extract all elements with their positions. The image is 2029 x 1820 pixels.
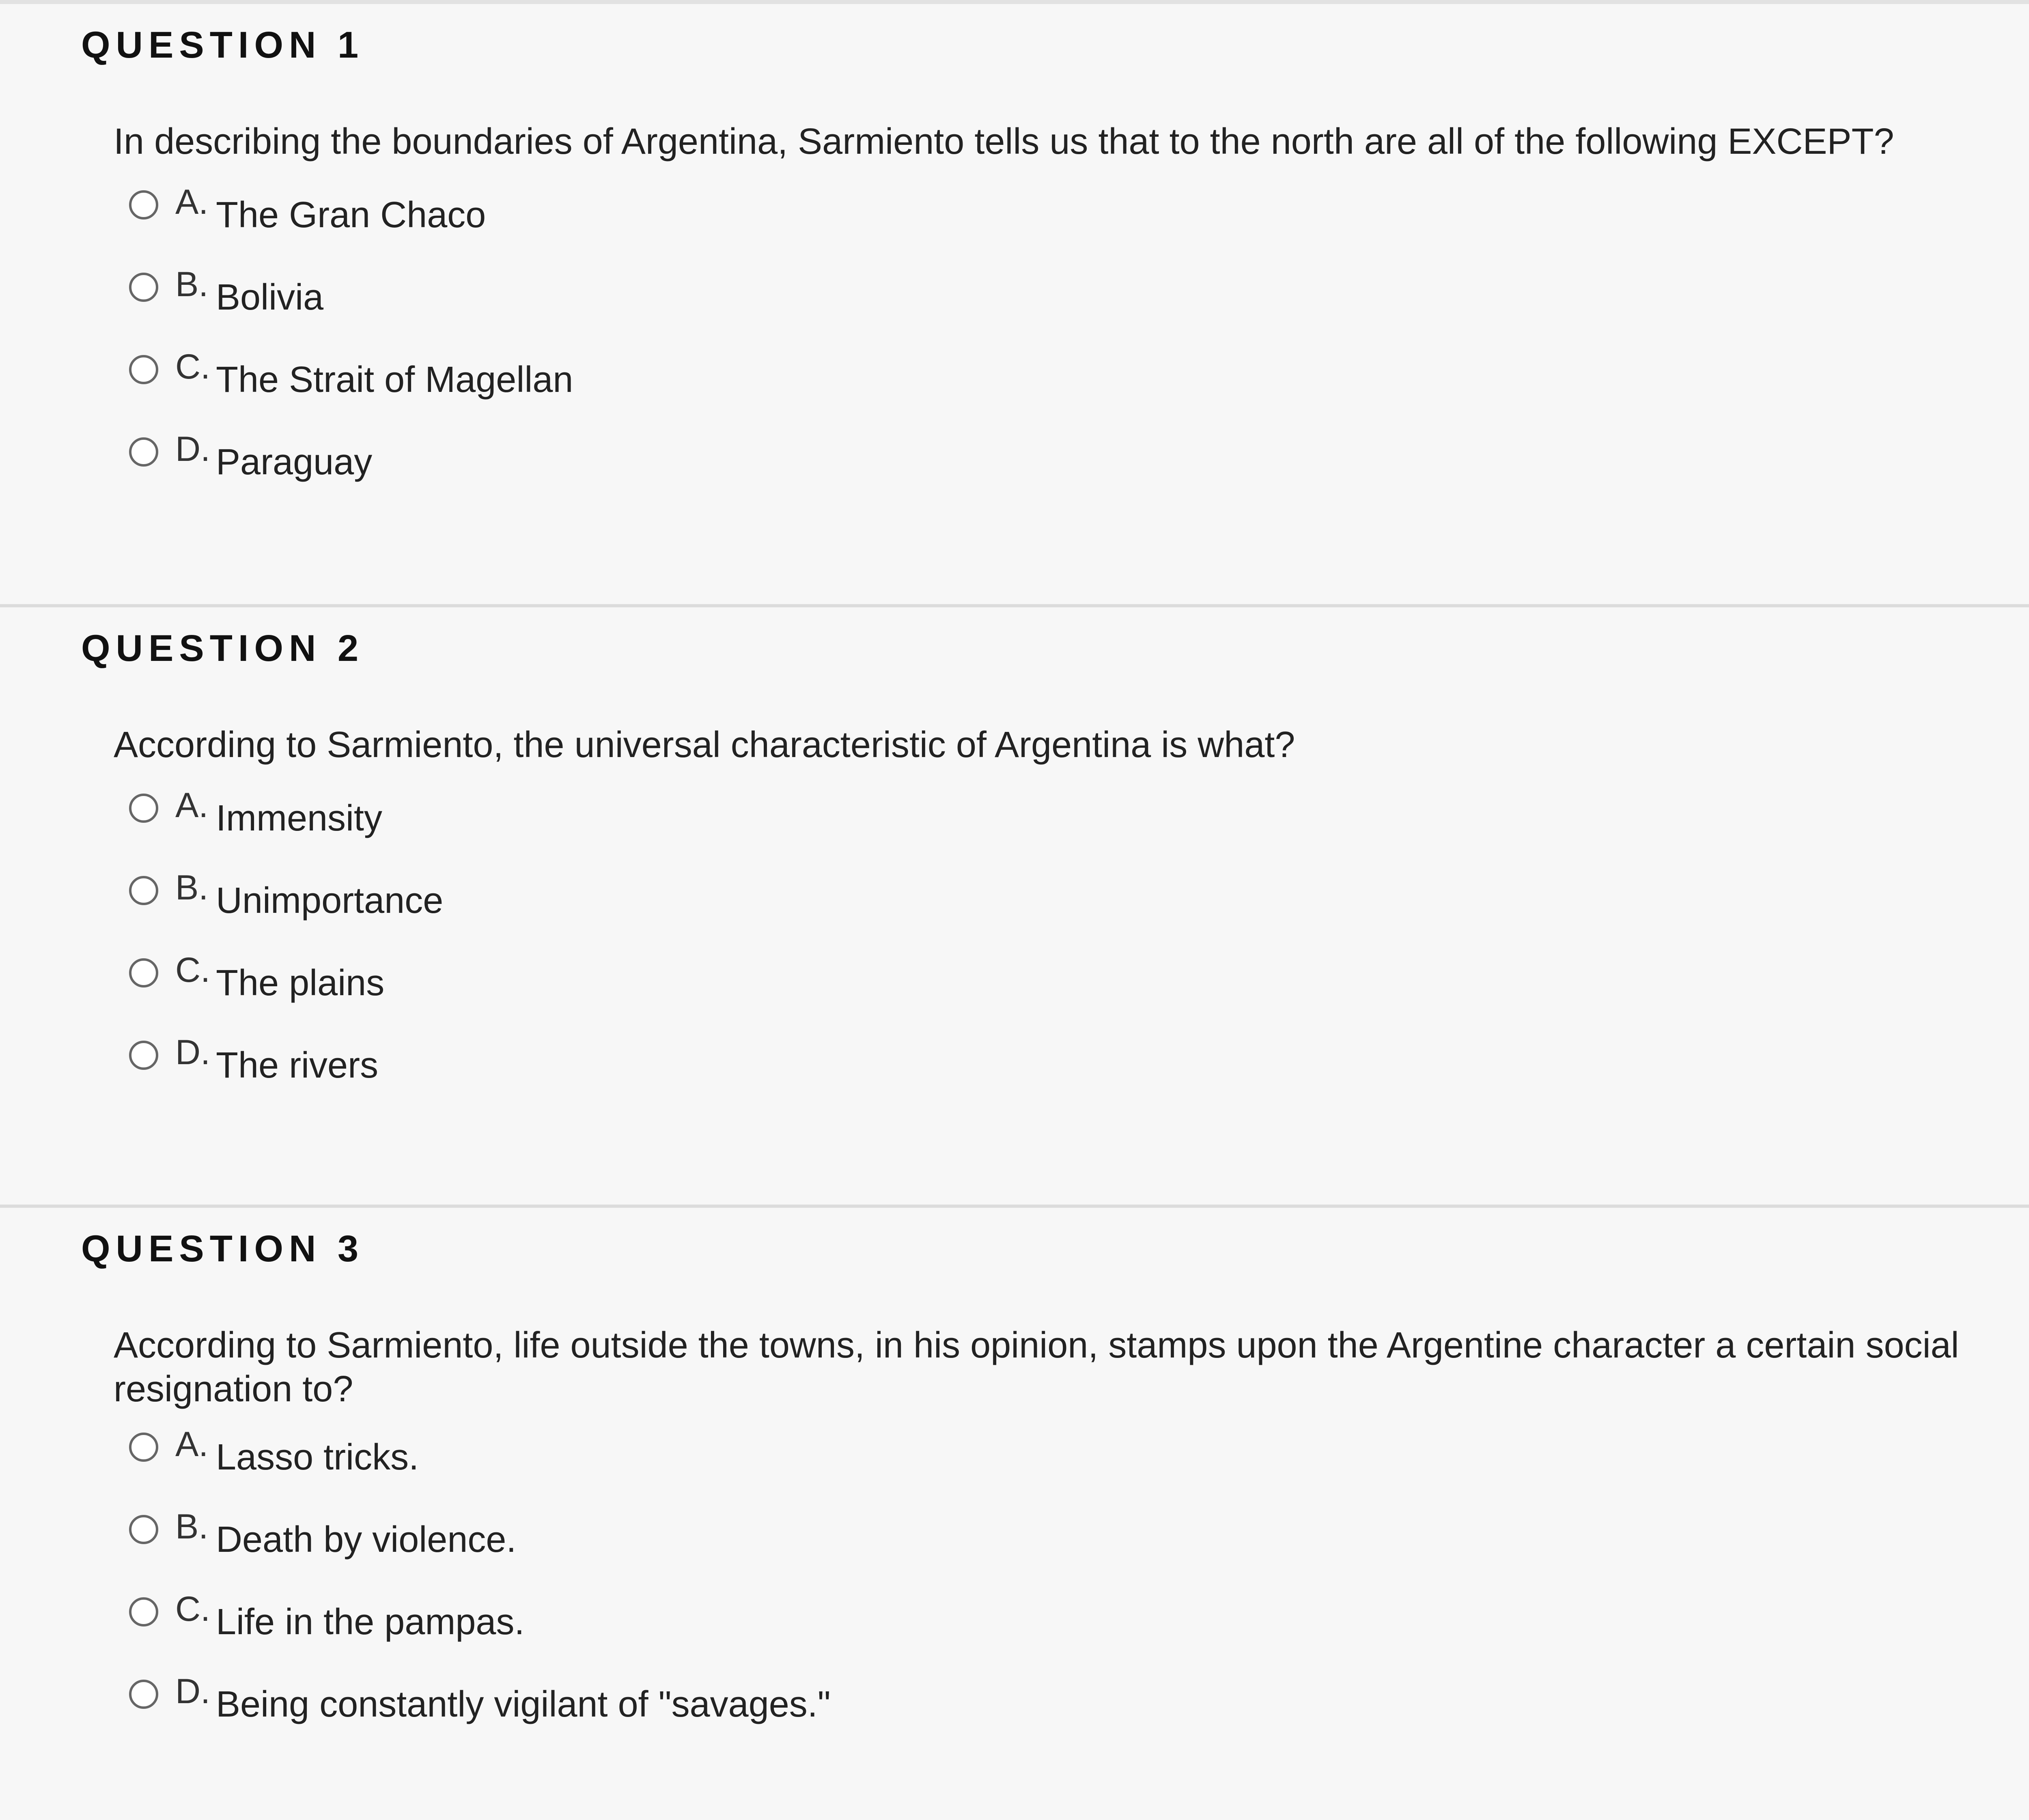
option-letter: B.	[175, 868, 209, 907]
radio-button[interactable]	[129, 355, 158, 384]
option-text[interactable]: The Strait of Magellan	[216, 359, 573, 400]
answer-option-d[interactable]	[126, 432, 1749, 514]
option-letter: D.	[175, 1672, 210, 1711]
option-text[interactable]: Lasso tricks.	[216, 1437, 419, 1478]
answer-option-c[interactable]	[126, 1592, 1749, 1674]
option-letter: A.	[175, 1425, 209, 1464]
option-text[interactable]: The rivers	[216, 1045, 379, 1086]
answer-options	[126, 788, 1749, 1117]
top-divider	[0, 0, 2029, 4]
option-text[interactable]: The plains	[216, 963, 385, 1003]
option-letter: C.	[175, 347, 210, 386]
section-divider	[0, 1205, 2029, 1208]
radio-button[interactable]	[129, 876, 158, 905]
section-divider	[0, 604, 2029, 607]
question-header: QUESTION 2	[81, 628, 364, 669]
answer-option-c[interactable]	[126, 349, 1749, 432]
question-1	[0, 4, 2029, 607]
option-text[interactable]: Death by violence.	[216, 1519, 517, 1560]
answer-option-d[interactable]	[126, 1035, 1749, 1117]
option-letter: B.	[175, 1507, 209, 1546]
option-text[interactable]: Being constantly vigilant of "savages."	[216, 1684, 831, 1725]
option-text[interactable]: The Gran Chaco	[216, 195, 486, 235]
answer-option-b[interactable]	[126, 1509, 1749, 1592]
question-header: QUESTION 3	[81, 1228, 364, 1269]
option-text[interactable]: Life in the pampas.	[216, 1602, 525, 1642]
question-text: According to Sarmiento, the universal characteristic of Argentina is what?	[114, 725, 1295, 765]
radio-button[interactable]	[129, 1597, 158, 1626]
question-text: In describing the boundaries of Argentina, Sarmiento tells us that to the north are all of the following EXCEPT?	[114, 121, 1894, 162]
option-text[interactable]: Unimportance	[216, 880, 444, 921]
option-letter: C.	[175, 1590, 210, 1629]
radio-button[interactable]	[129, 1041, 158, 1070]
answer-options	[126, 185, 1749, 514]
answer-option-a[interactable]	[126, 185, 1749, 267]
answer-option-a[interactable]	[126, 1427, 1749, 1509]
answer-option-b[interactable]	[126, 267, 1749, 349]
radio-button[interactable]	[129, 794, 158, 823]
radio-button[interactable]	[129, 958, 158, 987]
option-text[interactable]: Bolivia	[216, 277, 324, 318]
answer-option-b[interactable]	[126, 870, 1749, 953]
answer-options	[126, 1427, 1749, 1756]
question-text: According to Sarmiento, life outside the towns, in his opinion, stamps upon the Argentine character a certain social resignation to?	[114, 1325, 1959, 1409]
question-3	[0, 1208, 2029, 1820]
option-text[interactable]: Paraguay	[216, 442, 373, 482]
radio-button[interactable]	[129, 437, 158, 467]
option-text[interactable]: Immensity	[216, 798, 383, 839]
answer-option-d[interactable]	[126, 1674, 1749, 1756]
radio-button[interactable]	[129, 1680, 158, 1709]
radio-button[interactable]	[129, 190, 158, 219]
radio-button[interactable]	[129, 273, 158, 302]
option-letter: D.	[175, 430, 210, 469]
option-letter: C.	[175, 951, 210, 990]
question-header: QUESTION 1	[81, 24, 364, 66]
answer-option-c[interactable]	[126, 953, 1749, 1035]
radio-button[interactable]	[129, 1515, 158, 1544]
question-2	[0, 607, 2029, 1208]
radio-button[interactable]	[129, 1433, 158, 1462]
option-letter: A.	[175, 786, 209, 825]
option-letter: A.	[175, 183, 209, 222]
answer-option-a[interactable]	[126, 788, 1749, 870]
option-letter: B.	[175, 265, 209, 304]
option-letter: D.	[175, 1033, 210, 1072]
